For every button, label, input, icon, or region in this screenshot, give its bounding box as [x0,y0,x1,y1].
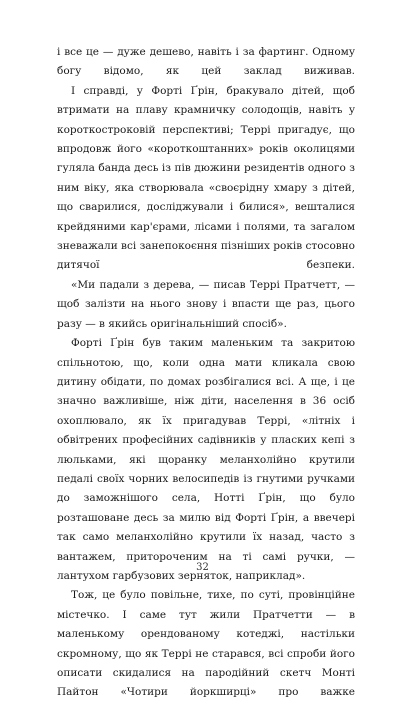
paragraph-population: Форті Ґрін був таким маленьким та закритою спільнотою, що, коли одна мати кликала свою дитину обідати, по домах розбігалися всі. А ще, і це значно важливіше, ніж діти, населення в 36 осіб охоплювало, як їх пригадував Террі, «літніх і обвітрених професійних садівників у пласких кепі з люльками, які щоранку меланхолійно крутили педалі своїх чорних велосипедів із гнутими ручками до заможнішого села, Нотті Ґрін, що було розташоване десь за милю від Форті Ґрін, а ввечері так само меланхолійно крутили їх назад, часто з вантажем, приторочeним на ті самі ручки, — лантухом гарбузових зерняток, наприклад». [57,337,355,582]
paragraph-pratchett-quote: «Ми падали з дерева, — писав Террі Пратчетт, — щоб залізти на нього знову і впасти ще раз, цього разу — в якийсь оригінальніший спосіб». [57,278,355,330]
paragraph-continuation: і все це — дуже дешево, навіть і за фартинг. Одному богу відомо, як цей заклад виживав. [57,46,355,78]
page-number: 32 [196,562,209,573]
body-text [57,43,355,703]
paragraph-forty-green-children: І справді, у Форті Ґрін, бракувало дітей, щоб втримати на плаву крамничку солодощів, навіть у короткостроковій перспективі; Террі пригадує, що впродовж його «короткоштанних» років околицями гуляла банда десь із пів дюжини резидентів одного з ним віку, яка створювала «своєрідну хмару з дітей, що сварилися, досліджували і билися», вешталися крейдяними кар'єрами, лісами і полями, та загалом зневажали всі занепокоєння пізніших років стосовно дитячої безпеки. [57,84,355,272]
paragraph-cottage: Тож, це було повільне, тихе, по суті, провінційне містечко. І саме тут жили Пратчетти — в маленькому орендованому котеджі, настільки скромному, що як Террі не старався, всі спроби його описати скидалися на пародійний скетч Монті Пайтон «Чотири йоркширці» про важке [57,589,355,699]
